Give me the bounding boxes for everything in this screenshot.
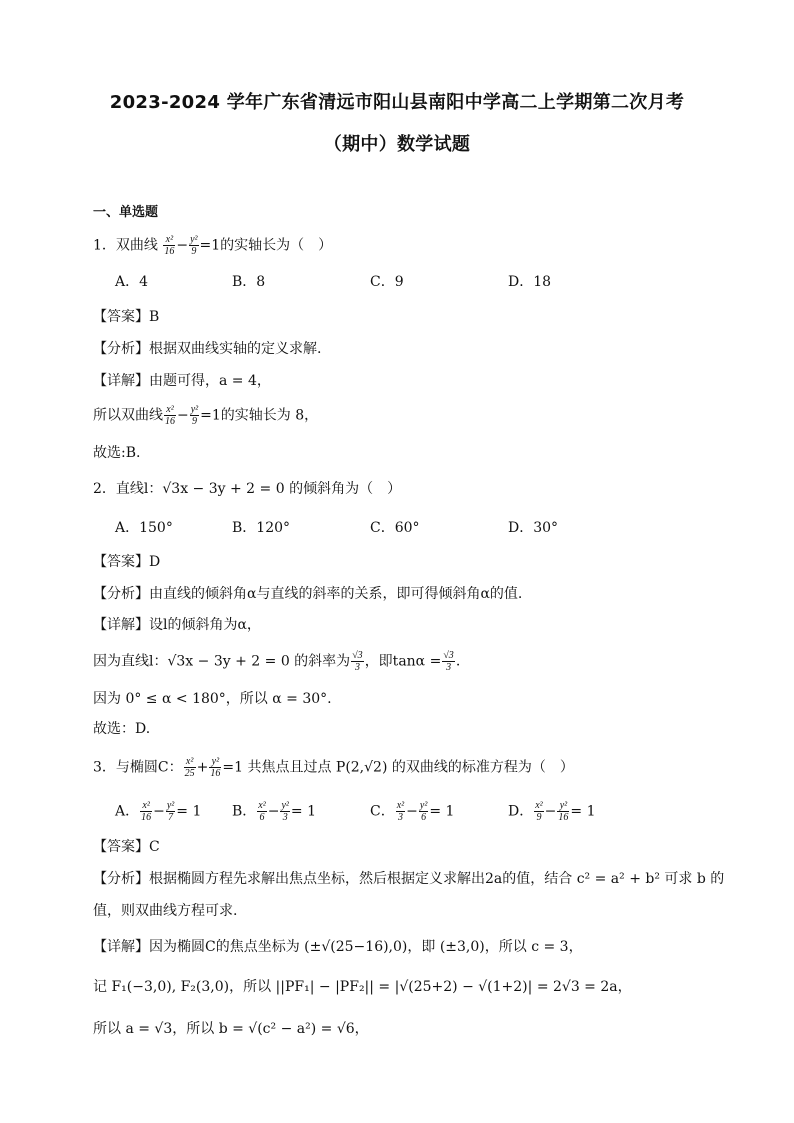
q1-option-c: C．9 — [370, 274, 404, 290]
q2-slope-line: 因为直线l：√3x − 3y + 2 = 0 的斜率为 $\frac{√3}{3}$ ，即tanα = $\frac{√3}{3}$ . — [93, 650, 461, 673]
q1-fraction-y: $\frac{\text{y²}}{9}$ — [190, 234, 198, 257]
q2-choose: 故选：D. — [93, 721, 151, 737]
q1-option-d: D．18 — [508, 274, 552, 290]
q2-answer: 【答案】D — [93, 554, 161, 570]
q2-option-b: B．120° — [232, 520, 291, 536]
q3-option-b: B． $\frac{\text{x²}}{6}$ − $\frac{\text{y²}}{3}$ = 1 — [232, 800, 316, 823]
question-2-stem: 2．直线l：√3x − 3y + 2 = 0 的倾斜角为（ ） — [93, 481, 402, 497]
q1-suffix: =1的实轴长为（ ） — [199, 237, 333, 254]
document-title-line1: 2023-2024 学年广东省清远市阳山县南阳中学高二上学期第二次月考 — [109, 92, 685, 113]
q1-detail-line2: 所以双曲线 $\frac{\text{x²}}{16}$ − $\frac{\text{y²}}{9}$ =1的实轴长为 8， — [93, 404, 319, 427]
q1-option-b: B．8 — [232, 274, 266, 290]
q1-option-a: A．4 — [115, 274, 149, 290]
q3-option-a: A． $\frac{\text{x²}}{16}$ − $\frac{\text{y²}}{7}$ = 1 — [115, 800, 202, 823]
q3-answer: 【答案】C — [93, 839, 160, 855]
q1-prefix: 1．双曲线 — [93, 237, 158, 254]
document-title-line2: （期中）数学试题 — [323, 134, 471, 155]
q1-analysis: 【分析】根据双曲线实轴的定义求解. — [93, 341, 322, 357]
section-heading: 一、单选题 — [93, 205, 159, 220]
question-3-stem: 3．与椭圆C： $\frac{\text{x²}}{25}$ + $\frac{\text{y²}}{16}$ =1 共焦点且过点 P(2,√2) 的双曲线的标准方程为（ ） — [93, 756, 574, 779]
q3-detail: 【详解】因为椭圆C的焦点坐标为 (±√(25−16),0)，即 (±3,0)，所以 c = 3， — [93, 939, 583, 955]
q2-range-line: 因为 0° ≤ α < 180°，所以 α = 30°. — [93, 691, 332, 707]
q3-analysis-cont: 值，则双曲线方程可求. — [93, 903, 238, 919]
q3-analysis: 【分析】根据椭圆方程先求解出焦点坐标，然后根据定义求解出2a的值，结合 c² = a² + b² 可求 b 的 — [93, 871, 725, 887]
q2-option-a: A．150° — [115, 520, 173, 536]
q3-option-c: C． $\frac{\text{x²}}{3}$ − $\frac{\text{y²}}{6}$ = 1 — [370, 800, 455, 823]
q1-choose: 故选:B. — [93, 445, 141, 461]
q3-option-d: D． $\frac{\text{x²}}{9}$ − $\frac{\text{y²}}{16}$ = 1 — [508, 800, 596, 823]
q1-answer: 【答案】B — [93, 309, 160, 325]
question-1-stem: 1．双曲线 $\frac{\text{x²}}{16}$ − $\frac{\text{y²}}{9}$ =1的实轴长为（ ） — [93, 234, 333, 257]
q3-focus-line: 记 F₁(−3,0), F₂(3,0)，所以 ||PF₁| − |PF₂|| = |√(25+2) − √(1+2)| = 2√3 = 2a， — [93, 979, 632, 995]
q1-detail: 【详解】由题可得，a = 4， — [93, 373, 271, 389]
q3-ab-line: 所以 a = √3，所以 b = √(c² − a²) = √6， — [93, 1021, 369, 1037]
q2-analysis: 【分析】由直线的倾斜角α与直线的斜率的关系，即可得倾斜角α的值. — [93, 586, 523, 602]
q2-detail: 【详解】设l的倾斜角为α， — [93, 617, 261, 633]
q2-option-d: D．30° — [508, 520, 559, 536]
q2-option-c: C．60° — [370, 520, 420, 536]
q1-fraction-x: $\frac{\text{x²}}{16}$ — [164, 234, 175, 257]
